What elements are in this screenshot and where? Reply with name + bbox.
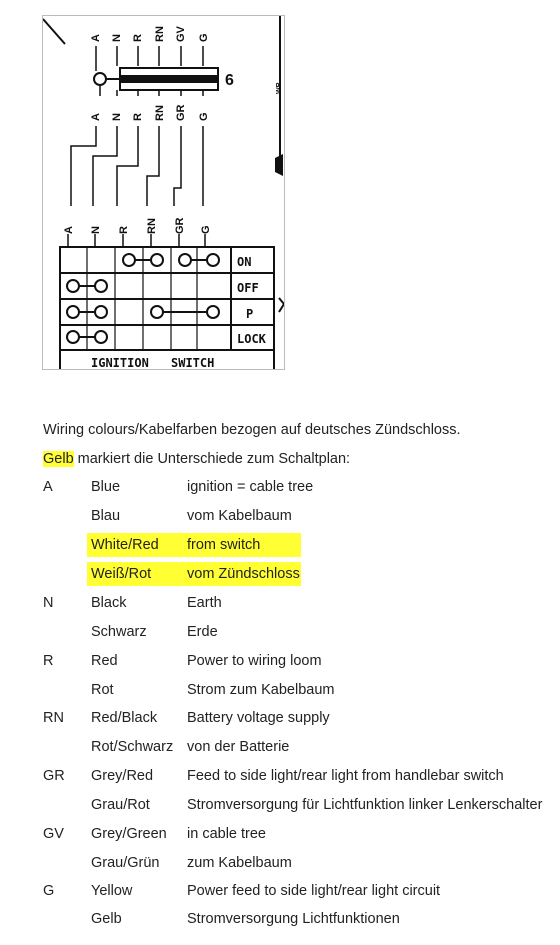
top-label: G bbox=[198, 33, 210, 42]
connector-number: 6 bbox=[225, 72, 234, 89]
wire-code: G bbox=[43, 883, 55, 899]
wire-code: GV bbox=[43, 826, 64, 842]
table-row bbox=[0, 473, 560, 502]
wire-description: Stromversorgung für Lichtfunktion linker Lenkerschalter bbox=[187, 797, 543, 813]
wire-description: in cable tree bbox=[187, 826, 266, 842]
wire-colour: Grey/Red bbox=[91, 768, 154, 784]
footer-ignition: IGNITION bbox=[91, 356, 149, 370]
table-row bbox=[0, 905, 560, 934]
wire-colour: Blau bbox=[91, 508, 121, 524]
bottom-label: RN bbox=[146, 218, 158, 234]
row-label-off: OFF bbox=[237, 281, 259, 295]
table-row bbox=[0, 762, 560, 791]
bottom-label: GR bbox=[174, 217, 186, 234]
table-row bbox=[0, 849, 560, 878]
row-label-on: ON bbox=[237, 255, 252, 269]
svg-text:WR: WR bbox=[276, 82, 283, 94]
wire-colour: Yellow bbox=[91, 883, 133, 899]
mid-label: RN bbox=[154, 105, 166, 121]
bottom-label: N bbox=[90, 226, 102, 234]
wire-code: GR bbox=[43, 768, 65, 784]
wire-code: R bbox=[43, 653, 54, 669]
wire-description: ignition = cable tree bbox=[187, 479, 314, 495]
table-row bbox=[0, 560, 560, 589]
wire-description: von der Batterie bbox=[187, 739, 290, 755]
wire-code: RN bbox=[43, 710, 64, 726]
bottom-label: A bbox=[63, 226, 75, 234]
table-row bbox=[0, 589, 560, 618]
wire-colour: Grau/Grün bbox=[91, 855, 160, 871]
wire-colour: Grey/Green bbox=[91, 826, 167, 842]
wire-colour: Black bbox=[91, 595, 127, 611]
table-row bbox=[0, 618, 560, 647]
wire-description: vom Kabelbaum bbox=[187, 508, 292, 524]
top-label: RN bbox=[154, 26, 166, 42]
note-rest: markiert die Unterschiede zum Schaltplan: bbox=[73, 451, 351, 467]
top-label: A bbox=[90, 34, 102, 42]
wire-description: Stromversorgung Lichtfunktionen bbox=[187, 911, 400, 927]
table-row bbox=[0, 791, 560, 820]
top-label: GV bbox=[175, 26, 187, 42]
wire-description: Strom zum Kabelbaum bbox=[187, 682, 335, 698]
row-label-lock: LOCK bbox=[237, 332, 266, 346]
wire-colour: Gelb bbox=[91, 911, 122, 927]
footer-switch: SWITCH bbox=[171, 356, 215, 370]
top-label: R bbox=[132, 34, 144, 42]
bottom-wire-labels bbox=[63, 217, 212, 234]
mid-label: A bbox=[90, 113, 102, 121]
mid-label: G bbox=[198, 112, 210, 121]
wire-code: N bbox=[43, 595, 54, 611]
intro-text: Wiring colours/Kabelfarben bezogen auf deutsches Zündschloss. bbox=[43, 422, 461, 438]
wire-colour: Red bbox=[91, 653, 118, 669]
wire-colour: White/Red bbox=[91, 537, 159, 553]
wire-colour: Schwarz bbox=[91, 624, 147, 640]
table-row bbox=[0, 704, 560, 733]
table-row bbox=[0, 502, 560, 531]
wire-description: Erde bbox=[187, 624, 218, 640]
wire-description: Battery voltage supply bbox=[187, 710, 330, 726]
wire-colour: Weiß/Rot bbox=[91, 566, 152, 582]
row-label-p: P bbox=[246, 307, 254, 321]
mid-label: GR bbox=[175, 104, 187, 121]
wire-colour: Rot/Schwarz bbox=[91, 739, 174, 755]
wire-description: Earth bbox=[187, 595, 222, 611]
wire-description: from switch bbox=[187, 537, 261, 553]
wire-colour: Red/Black bbox=[91, 710, 158, 726]
wire-description: Power to wiring loom bbox=[187, 653, 322, 669]
highlight-word: Gelb bbox=[43, 451, 74, 467]
wire-description: zum Kabelbaum bbox=[187, 855, 292, 871]
mid-label: R bbox=[132, 113, 144, 121]
bottom-label: G bbox=[200, 225, 212, 234]
middle-wire-labels bbox=[90, 104, 210, 121]
top-wire-labels bbox=[90, 25, 210, 42]
wire-colour: Grau/Rot bbox=[91, 797, 150, 813]
wire-description: Feed to side light/rear light from handlebar switch bbox=[187, 768, 504, 784]
table-row bbox=[0, 820, 560, 849]
highlight-note bbox=[43, 450, 350, 468]
table-row bbox=[0, 733, 560, 762]
table-row bbox=[0, 877, 560, 906]
mid-label: N bbox=[111, 113, 123, 121]
wire-colour: Rot bbox=[91, 682, 114, 698]
wire-code: A bbox=[43, 479, 53, 495]
top-label: N bbox=[111, 34, 123, 42]
table-row bbox=[0, 676, 560, 705]
table-row bbox=[0, 647, 560, 676]
wire-description: vom Zündschloss bbox=[187, 566, 300, 582]
ignition-switch-diagram bbox=[42, 15, 285, 370]
wire-description: Power feed to side light/rear light circuit bbox=[187, 883, 441, 899]
bottom-label: R bbox=[118, 226, 130, 234]
wire-colour: Blue bbox=[91, 479, 121, 495]
table-row bbox=[0, 531, 560, 560]
